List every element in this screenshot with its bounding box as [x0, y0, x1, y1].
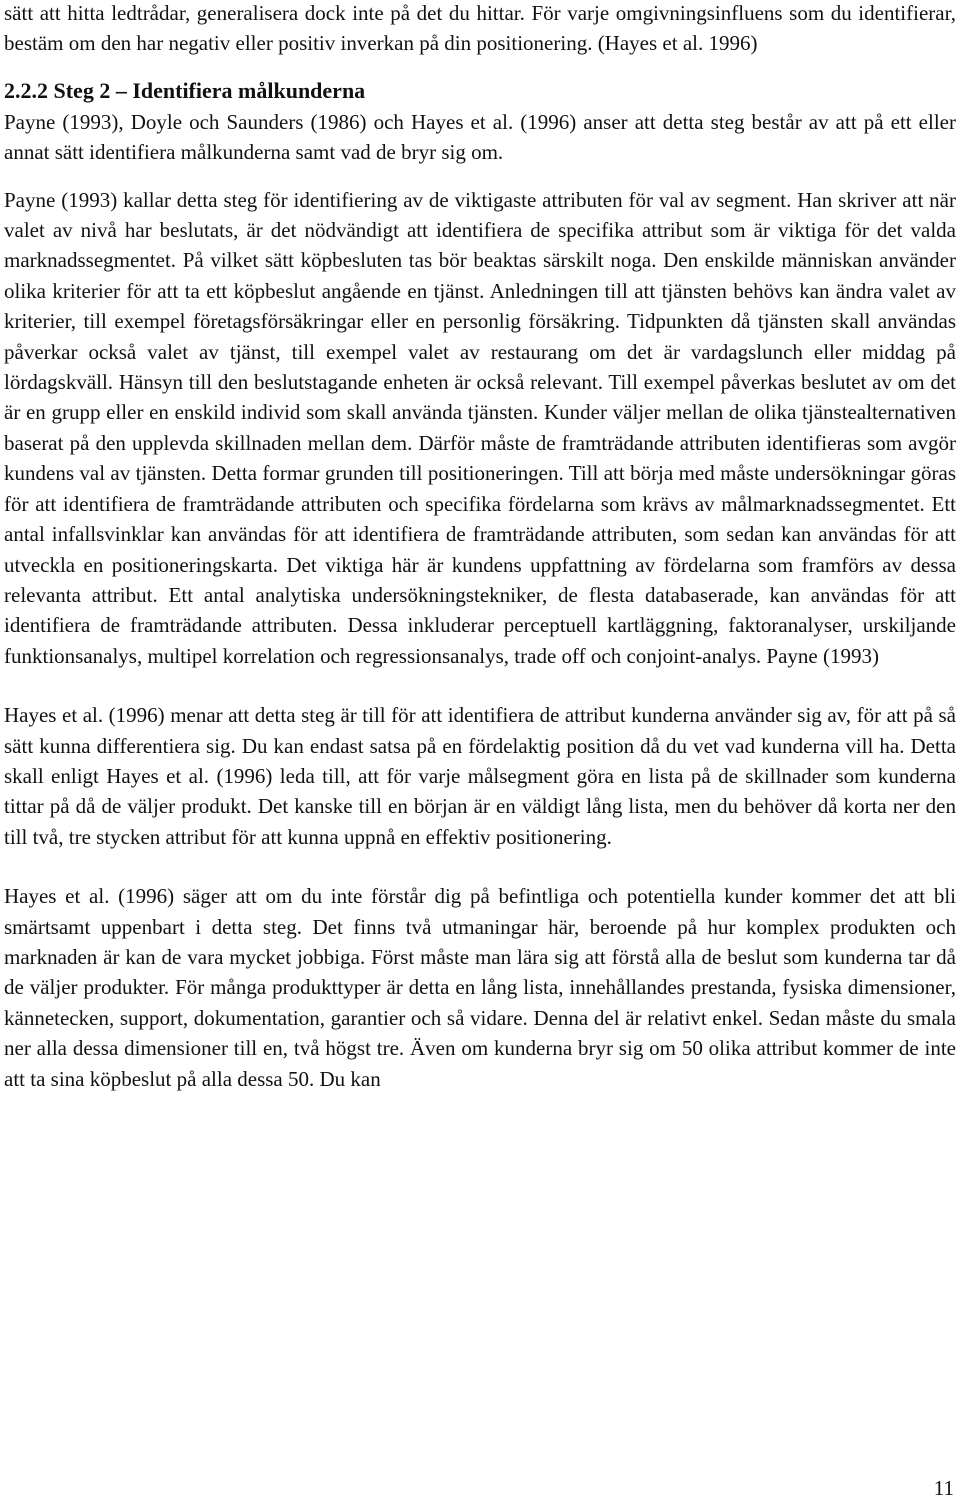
section-heading: 2.2.2 Steg 2 – Identifiera målkunderna — [4, 77, 366, 103]
document-page — [4, 0, 956, 1094]
intro-paragraph: sätt att hitta ledtrådar, generalisera dock inte på det du hittar. För varje omgivningsinfluens som du identifierar, bestäm om den har negativ eller positiv inverkan på din positionering. (Hayes et al. 1996) — [4, 1, 956, 56]
paragraph-2: Payne (1993) kallar detta steg för identifiering av de viktigaste attributen för val av segment. Han skriver att när valet av nivå har beslutats, är det nödvändigt att identifiera de specifika attribut som är viktiga för det valda marknadssegmentet. På vilket sätt köpbesluten tas bör beaktas särskilt noga. Den enskilde människan använder olika kriterier för att ta ett köpbeslut angående en tjänst. Anledningen till att tjänsten behövs kan ändra valet av kriterier, till exempel företagsförsäkringar eller en personlig försäkring. Tidpunkten då tjänsten skall användas påverkar också valet av tjänst, till exempel valet av restaurang om det är vardagslunch eller middag på lördagskväll. Hänsyn till den beslutstagande enheten är också relevant. Till exempel påverkas beslutet av om det är en grupp eller en enskild individ som skall använda tjänsten. Kunder väljer mellan de olika tjänstealternativen baserat på den upplevda skillnaden mellan dem. Därför måste de framträdande attributen identifieras som avgör kundens val av tjänsten. Detta formar grunden till positioneringen. Till att börja med måste undersökningar göras för att identifiera de framträdande attributen och specifika fördelarna som krävs av målmarknadssegmentet. Ett antal infallsvinklar kan användas för att identifiera de framträdande attributen, som sedan kan användas för att utveckla en positioneringskarta. Det viktiga här är kundens uppfattning av fördelarna som framförs av dessa relevanta attribut. Ett antal analytiska undersökningstekniker, de flesta databaserade, kan användas för att identifiera de framträdande attributen. Dessa inkluderar perceptuell kartläggning, faktoranalyser, urskiljande funktionsanalys, multipel korrelation och regressionsanalys, trade off och conjoint-analys. Payne (1993) — [4, 187, 956, 668]
paragraph-3: Hayes et al. (1996) menar att detta steg är till för att identifiera de attribut kunderna använder sig av, för att på så sätt kunna differentiera sig. Du kan endast satsa på en fördelaktig position då du vet vad kunderna vill ha. Detta skall enligt Hayes et al. (1996) leda till, att för varje målsegment göra en lista på de skillnader som kunderna tittar på då de väljer produkt. Det kanske till en början är en väldigt lång lista, men du behöver då korta ner den till två, tre stycken attribut för att kunna uppnå en effektiv positionering. — [4, 703, 956, 849]
page-number: 11 — [933, 1476, 954, 1500]
paragraph-4: Hayes et al. (1996) säger att om du inte förstår dig på befintliga och potentiella kunder kommer det att bli smärtsamt uppenbart i detta steg. Det finns två utmaningar här, beroende på hur komplex produkten och marknaden är kan de vara mycket jobbiga. Först måste man lära sig att förstå alla de beslut som kunderna tar då de väljer produkter. För många produkttyper är detta en lång lista, innehållandes prestanda, fysiska dimensioner, kännetecken, support, dokumentation, garantier och så vidare. Denna del är relativt enkel. Sedan måste du smala ner alla dessa dimensioner till en, två högst tre. Även om kunderna bryr sig om 50 olika attribut kommer de inte att ta sina köpbeslut på alla dessa 50. Du kan — [4, 884, 956, 1091]
paragraph-1: Payne (1993), Doyle och Saunders (1986) och Hayes et al. (1996) anser att detta steg består av att på ett eller annat sätt identifiera målkunderna samt vad de bryr sig om. — [4, 109, 956, 165]
